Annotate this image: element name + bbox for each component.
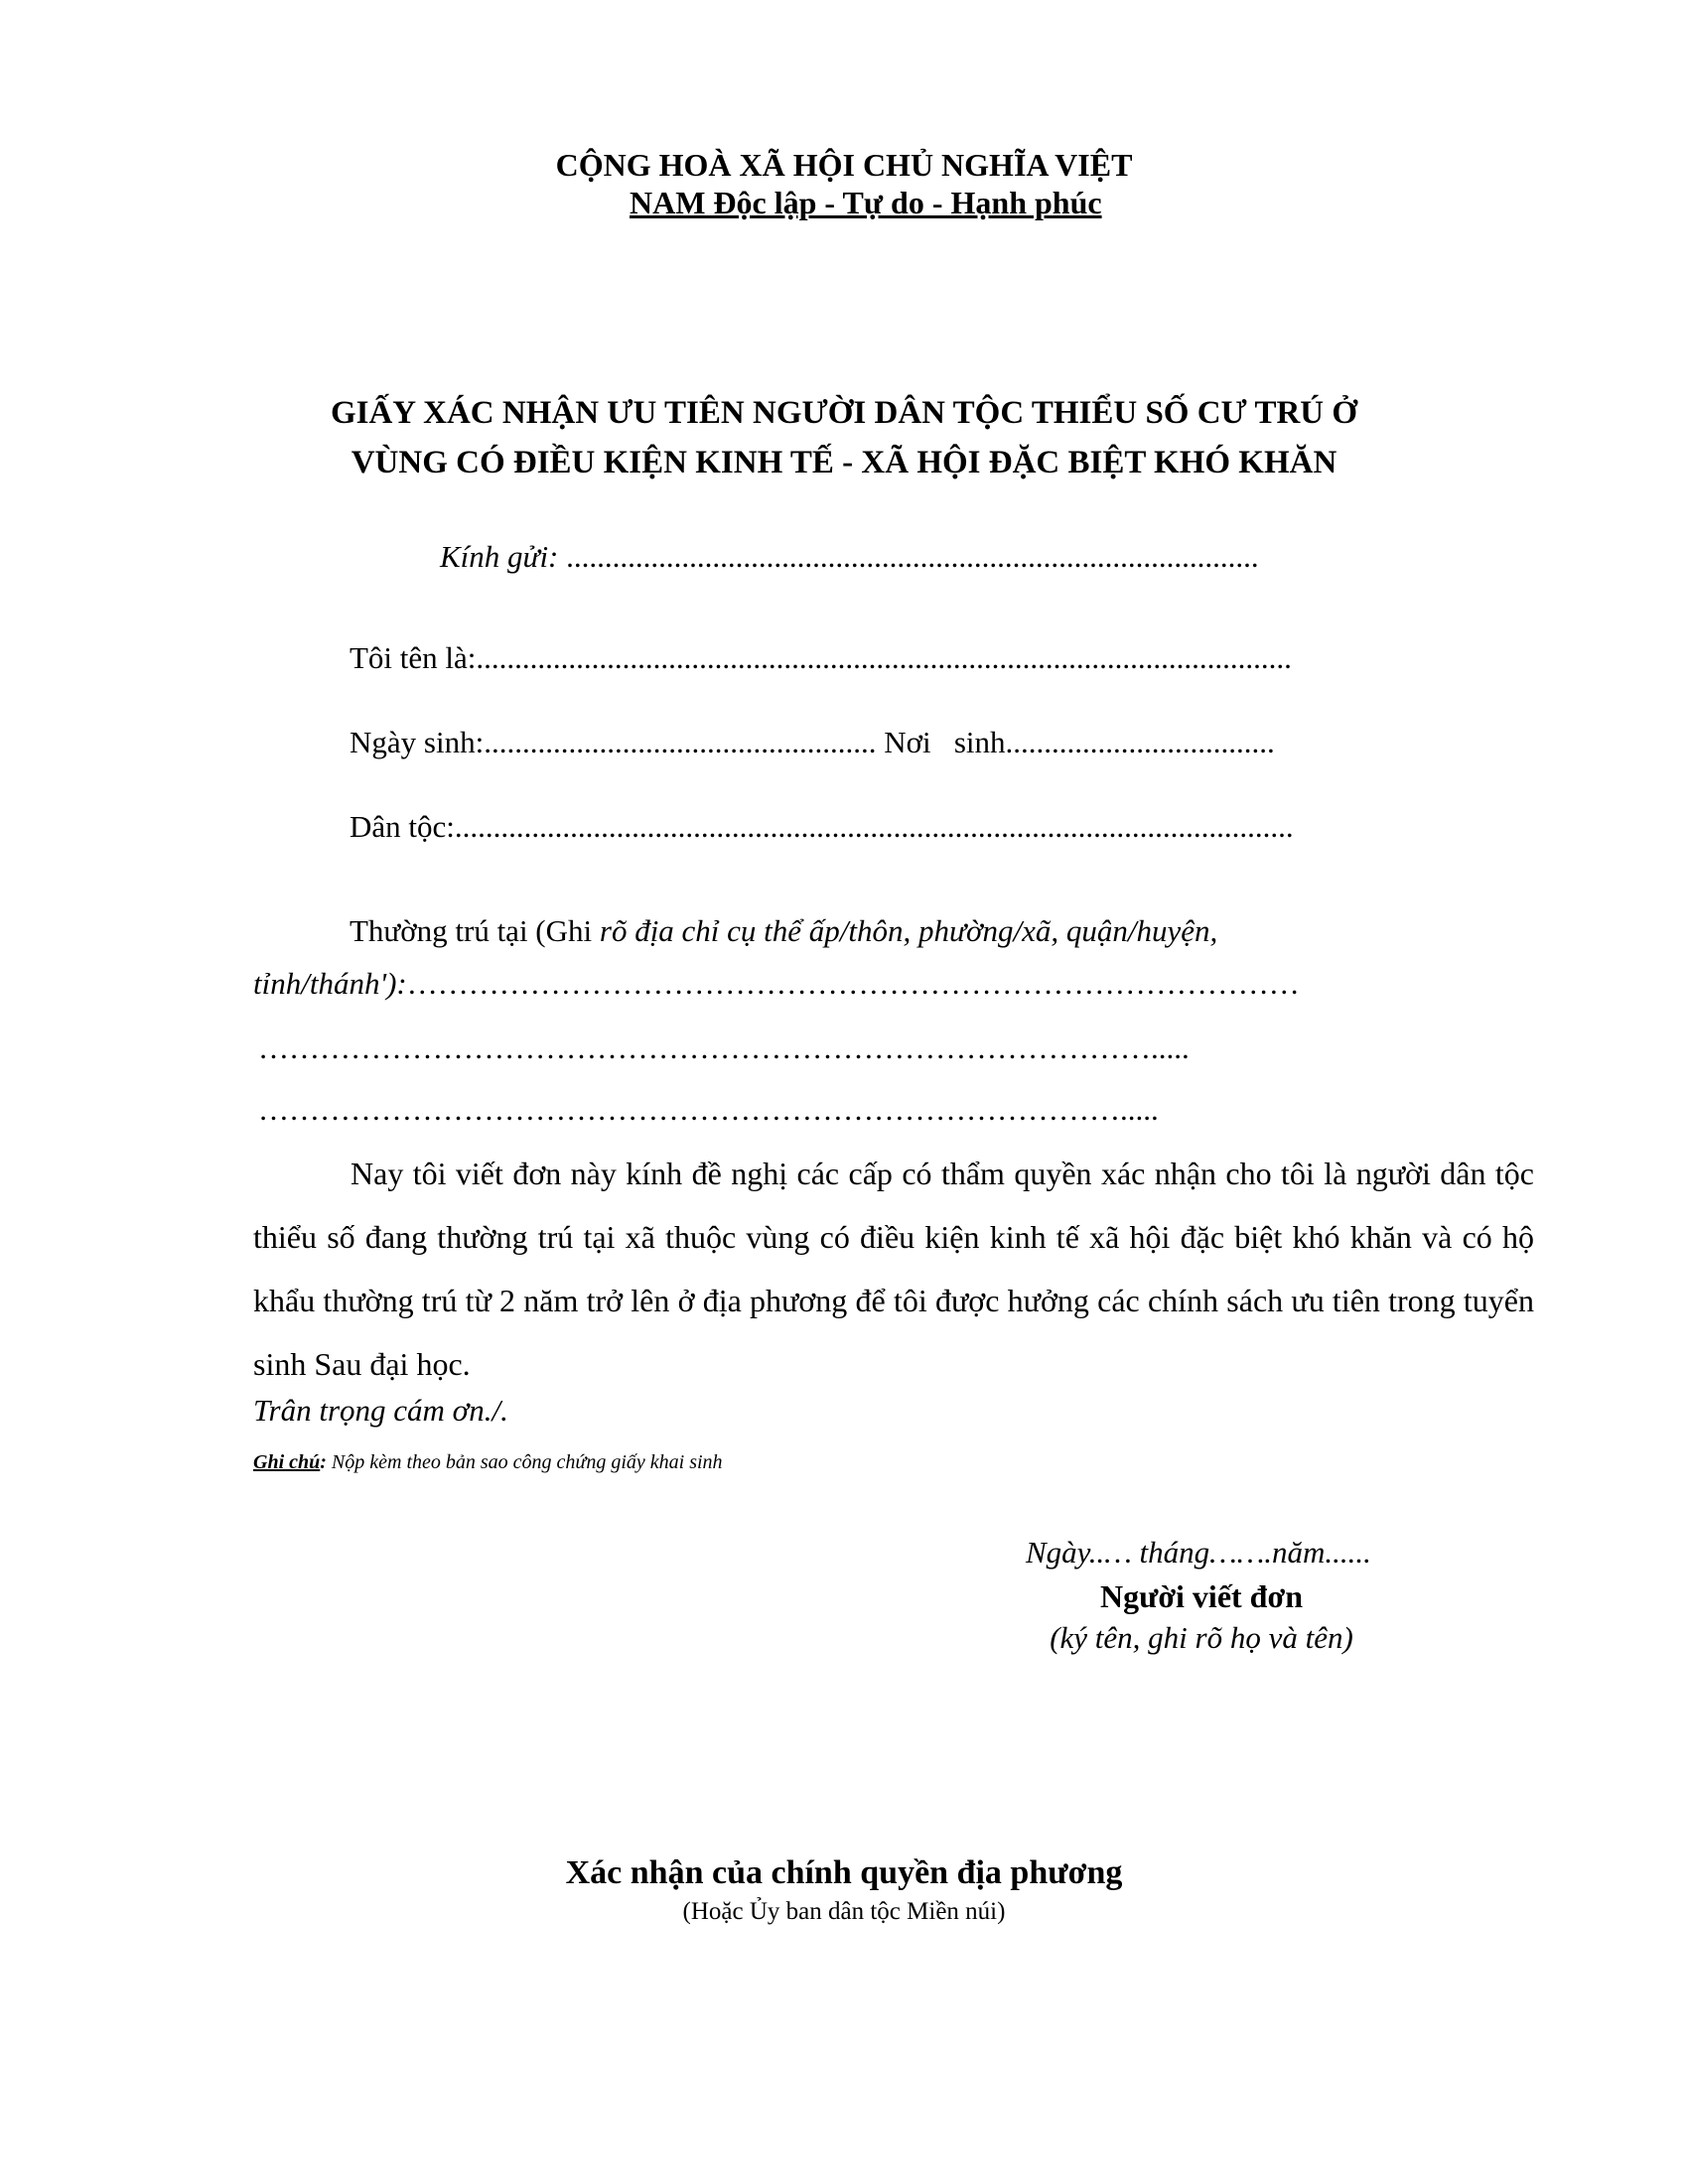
ngay-sinh-row	[350, 725, 1275, 760]
ten-field[interactable]: ..........................................................................................................	[476, 640, 1292, 675]
document-title-line2: VÙNG CÓ ĐIỀU KIỆN KINH TẾ - XÃ HỘI ĐẶC BIỆT KHÓ KHĂN	[351, 445, 1337, 480]
kinh-gui-label: Kính gửi:	[440, 539, 559, 574]
thuong-tru-field-1[interactable]: ……………………………………………………………………………	[406, 966, 1300, 1001]
noi-sinh-label: Nơi sinh	[884, 725, 1006, 759]
note-text: Nộp kèm theo bản sao công chứng giấy khai sinh	[331, 1451, 723, 1473]
thuong-tru-hint: rõ địa chỉ cụ thể ấp/thôn, phường/xã, quận/huyện,	[599, 913, 1218, 948]
note-row	[253, 1451, 723, 1474]
confirmation-subtitle: (Hoặc Ủy ban dân tộc Miền núi)	[682, 1898, 1006, 1925]
kinh-gui-field[interactable]: ..........................................................................................	[566, 539, 1259, 574]
request-paragraph: Nay tôi viết đơn này kính đề nghị các cấp có thẩm quyền xác nhận cho tôi là người dân tộc thiểu số đang thường trú tại xã thuộc vùng có điều kiện kinh tế xã hội đặc biệt khó khăn và có hộ khẩu thường trú từ 2 năm trở lên ở địa phương để tôi được hưởng các chính sách ưu tiên trong tuyển sinh Sau đại học.	[253, 1156, 1534, 1382]
dan-toc-row	[350, 809, 1294, 845]
ngay-sinh-field[interactable]: ...................................................	[484, 725, 877, 759]
document-title-line1: GIẤY XÁC NHẬN ƯU TIÊN NGƯỜI DÂN TỘC THIỂU SỐ CƯ TRÚ Ở	[330, 395, 1358, 431]
ngay-sinh-label: Ngày sinh:	[350, 725, 485, 759]
dan-toc-label: Dân tộc:	[350, 809, 455, 844]
date-line: Ngày..… tháng…….năm......	[1026, 1535, 1371, 1570]
thuong-tru-field-3[interactable]: ………………………………………………………………………….....	[258, 1092, 1159, 1127]
nation-header-line2	[630, 185, 1102, 221]
writer-label: Người viết đơn	[1100, 1578, 1303, 1614]
thuong-tru-row-2	[253, 966, 1300, 1002]
note-colon: :	[320, 1451, 327, 1473]
kinh-gui-row	[440, 539, 1259, 575]
ten-label: Tôi tên là:	[350, 640, 477, 675]
noi-sinh-field[interactable]: ...................................	[1005, 725, 1275, 759]
thuong-tru-row	[350, 913, 1217, 949]
motto: NAM Độc lập - Tự do - Hạnh phúc	[630, 185, 1102, 220]
thuong-tru-hint-2: tỉnh/thánh'):	[253, 966, 407, 1001]
sign-hint: (ký tên, ghi rõ họ và tên)	[1050, 1620, 1353, 1655]
nation-header-line1: CỘNG HOÀ XÃ HỘI CHỦ NGHĨA VIỆT	[555, 147, 1133, 183]
confirmation-title: Xác nhận của chính quyền địa phương	[565, 1854, 1123, 1891]
thanks-line: Trân trọng cám ơn./.	[253, 1393, 508, 1428]
dan-toc-field[interactable]: .............................................................................................................	[454, 809, 1294, 844]
ten-row	[350, 640, 1292, 676]
thuong-tru-field-2[interactable]: …………………………………………………………………………….....	[258, 1030, 1190, 1065]
thuong-tru-label: Thường trú tại (Ghi	[350, 913, 600, 948]
note-label: Ghi chú	[253, 1451, 321, 1473]
